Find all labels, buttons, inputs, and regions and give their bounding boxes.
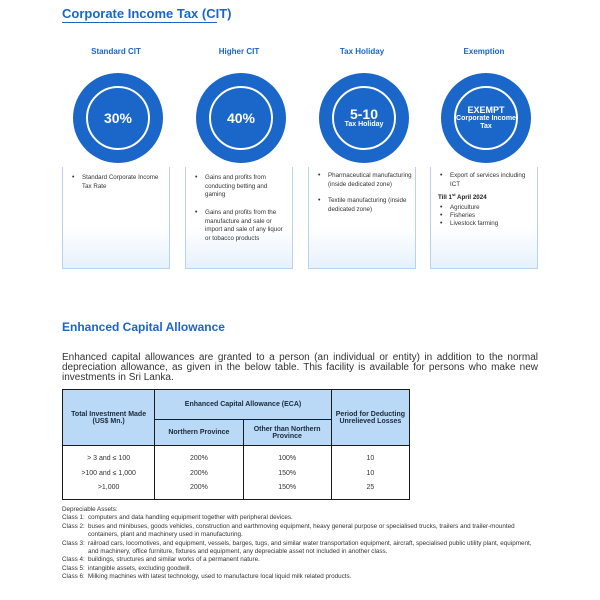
bullet-dot-icon: • (318, 172, 321, 179)
col-header-investment: Total Investment Made (US$ Mn.) (63, 390, 155, 446)
rate-ring (86, 86, 150, 150)
card-bullet: • Export of services including ICT (440, 172, 526, 188)
bullet-dot-icon: • (72, 174, 75, 181)
rate-circle (319, 73, 409, 163)
card-bullet: • Gains and profits from conducting betting and gaming (195, 174, 268, 198)
bullet-dot-icon: • (195, 174, 198, 181)
rate-ring (332, 86, 396, 150)
col-header-eca: Enhanced Capital Allowance (ECA) (155, 390, 332, 420)
card-note-bullet: • Livestock farming (440, 220, 499, 227)
rate-circle (196, 73, 286, 163)
table-row: >1,000 200% 150% 25 (63, 481, 410, 500)
col-header-northern: Northern Province (155, 420, 243, 446)
section-title: Enhanced Capital Allowance (62, 320, 225, 334)
title-underline (62, 22, 217, 23)
rate-value: 30% (103, 110, 133, 126)
card-bullet: • Pharmaceutical manufacturing (inside dedicated zone) (318, 172, 412, 188)
cit-cards (62, 47, 538, 269)
card-standard-cit (62, 47, 170, 269)
card-heading: Exemption (463, 47, 505, 56)
rate-value: 40% (226, 110, 256, 126)
table-row: >100 and ≤ 1,000 200% 150% 10 (63, 465, 410, 481)
bullet-dot-icon: • (195, 209, 198, 216)
card-higher-cit (185, 47, 293, 269)
bullet-dot-icon: • (318, 197, 321, 204)
card-note-bullet: • Fisheries (440, 212, 476, 219)
table-row: > 3 and ≤ 100 200% 100% 10 (63, 446, 410, 466)
bullet-dot-icon: • (440, 204, 443, 211)
card-bullet: • Gains and profits from the manufacture and sale or import and sale of any liquor or tobacco products (195, 209, 283, 242)
card-heading: Higher CIT (218, 47, 260, 56)
class-row: Class 2: buses and minibuses, goods vehicles, construction and earthmoving equipment, heavy general purpose or specialised trucks, trailers and trailer-mounted containers, plant and machinery used in manufacturing. (62, 522, 515, 539)
card-tax-holiday (308, 47, 416, 269)
bullet-dot-icon: • (440, 212, 443, 219)
card-note-bullet: • Agriculture (440, 204, 480, 211)
depreciable-heading: Depreciable Assets: (62, 506, 118, 513)
eca-table (62, 389, 410, 500)
rate-value: 5-10 (349, 106, 379, 122)
rate-subtitle: Tax Holiday (344, 121, 384, 128)
rate-circle (441, 73, 531, 163)
card-note: Till 1st April 2024 (438, 192, 487, 202)
page-title (62, 6, 232, 21)
class-row: Class 4: buildings, structures and similar works of a permanent nature. (62, 556, 260, 564)
class-row: Class 5: intangible assets, excluding goodwill. (62, 564, 192, 572)
section-paragraph: Enhanced capital allowances are granted to a person (an individual or entity) in addition to the normal depreciation allowance, as given in the below table. This facility is available for persons who make new investments in Sri Lanka. (62, 352, 538, 383)
bullet-dot-icon: • (440, 220, 443, 227)
bullet-dot-icon: • (440, 172, 443, 179)
rate-subtitle: Corporate Income Tax (456, 115, 516, 130)
card-heading: Standard CIT (91, 47, 141, 56)
card-heading: Tax Holiday (339, 47, 385, 56)
rate-circle (73, 73, 163, 163)
col-header-other: Other than Northern Province (243, 420, 331, 446)
card-bullet: • Textile manufacturing (inside dedicated zone) (318, 197, 407, 213)
depreciable-assets (62, 506, 538, 582)
class-row: Class 1: computers and data handling equipment together with peripheral devices. (62, 514, 293, 522)
class-row: Class 3: railroad cars, locomotives, and equipment, vessels, barges, tugs, and similar water transportation equipment, aircraft, specialised public utility plant, equipment, and machinery, office furniture, fixtures and equipment, any depreciable asset not included in another class. (62, 539, 532, 556)
col-header-period: Period for Deducting Unrelieved Losses (331, 390, 409, 446)
rate-ring (209, 86, 273, 150)
rate-value: EXEMPT (467, 105, 505, 115)
page-title-text: Corporate Income Tax (CIT) (62, 6, 232, 21)
card-bullet: • Standard Corporate Income Tax Rate (72, 174, 159, 190)
card-exemption (430, 47, 538, 269)
rate-ring (454, 86, 518, 150)
class-row: Class 6: Milking machines with latest technology, used to manufacture local liquid milk related products. (62, 573, 352, 581)
